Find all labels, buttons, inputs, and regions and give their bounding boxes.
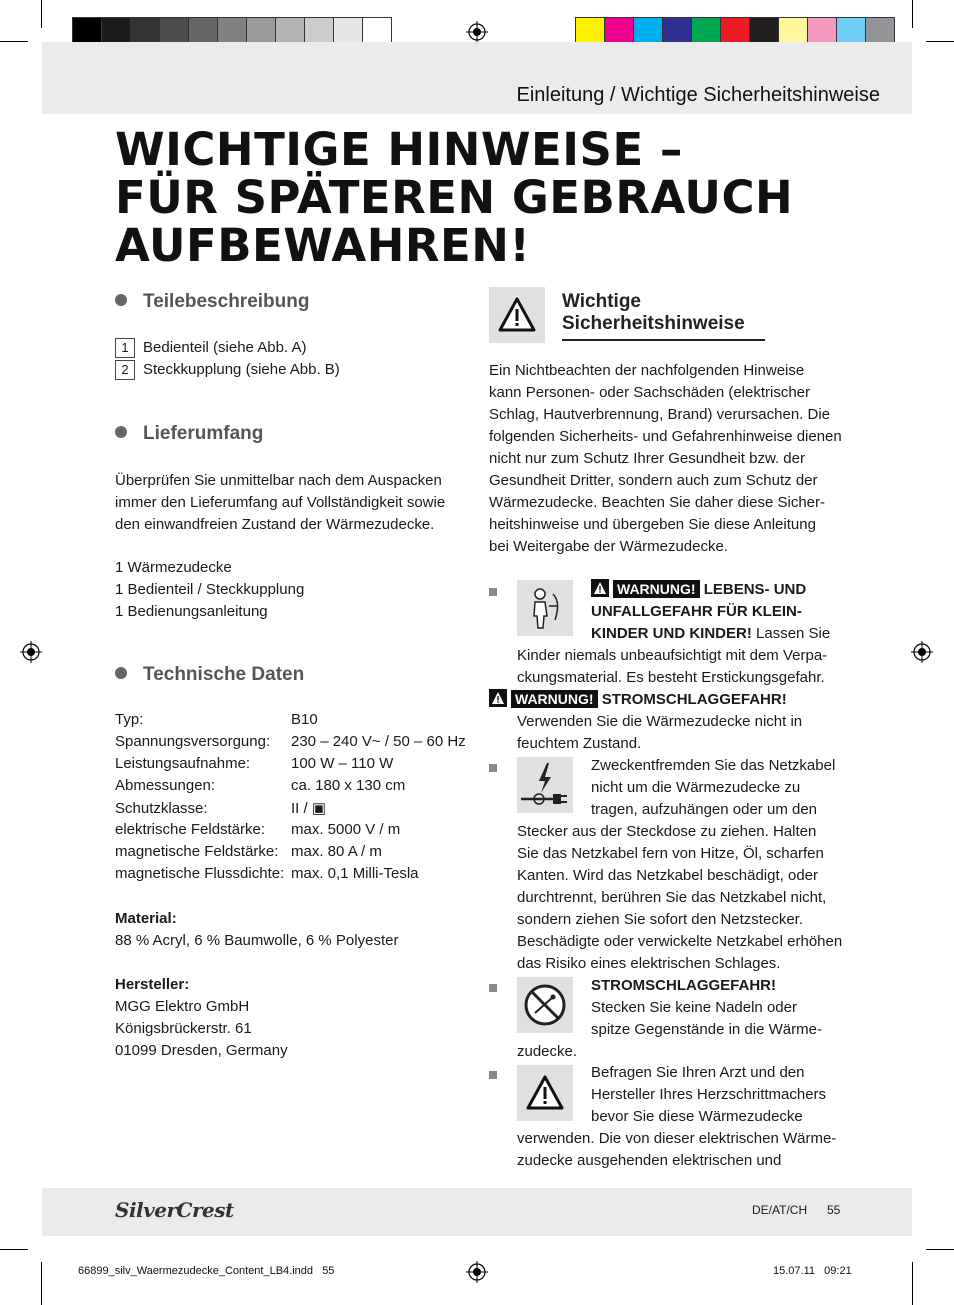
crop-mark xyxy=(926,1249,954,1250)
paragraph-line: Sie das Netzkabel fern von Hitze, Öl, scharfen xyxy=(517,845,824,862)
spec-row xyxy=(115,843,475,860)
delivery-item: 1 Bedienteil / Steckkupplung xyxy=(115,581,305,598)
title-line: AUFBEWAHREN! xyxy=(115,219,531,272)
slug-file: 66899_silv_Waermezudecke_Content_LB4.indd 55 xyxy=(78,1265,335,1277)
registration-mark-icon xyxy=(466,1261,488,1283)
paragraph-line: heitshinweise und übergeben Sie diese Anleitung xyxy=(489,516,816,533)
registration-mark-icon xyxy=(466,21,488,43)
material-label: Material: xyxy=(115,910,177,927)
warning-triangle-icon xyxy=(489,689,507,707)
manufacturer-line: MGG Elektro GmbH xyxy=(115,998,250,1015)
registration-mark-icon xyxy=(20,641,42,663)
spec-key: magnetische Flussdichte: xyxy=(115,865,285,882)
section-heading-sicherheitshinweise: Wichtige Sicherheitshinweise xyxy=(562,291,745,334)
spec-row xyxy=(115,799,475,817)
crop-mark xyxy=(41,1262,42,1305)
paragraph-line: durchtrennt, berühren Sie das Netzkabel nicht, xyxy=(517,889,827,906)
registration-mark-icon xyxy=(911,641,933,663)
paragraph-line: Befragen Sie Ihren Arzt und den xyxy=(591,1064,805,1081)
warning-line: feuchtem Zustand. xyxy=(517,735,642,752)
spec-key: magnetische Feldstärke: xyxy=(115,843,279,860)
crop-mark xyxy=(0,1249,28,1250)
slug-date: 15.07.11 09:21 xyxy=(773,1265,852,1277)
page-header-title: Einleitung / Wichtige Sicherheitshinweise xyxy=(516,84,880,106)
delivery-item: 1 Wärmezudecke xyxy=(115,559,232,576)
spec-key: Typ: xyxy=(115,711,144,728)
warning-line: KINDER UND KINDER! Lassen Sie xyxy=(591,625,831,642)
warning-line: ckungsmaterial. Es besteht Erstickungsgefahr. xyxy=(517,669,825,686)
paragraph-line: spitze Gegenstände in die Wärme- xyxy=(591,1021,822,1038)
spec-key: Schutzklasse: xyxy=(115,800,208,817)
paragraph-line: bei Weitergabe der Wärmezudecke. xyxy=(489,538,729,555)
spec-key: Abmessungen: xyxy=(115,777,216,794)
manufacturer-label: Hersteller: xyxy=(115,976,190,993)
bullet-square-icon xyxy=(489,764,497,772)
paragraph-line: immer den Lieferumfang auf Vollständigkeit sowie xyxy=(115,494,446,511)
spec-value: II / ▣ xyxy=(291,800,327,817)
paragraph-line: Beschädigte oder verwickelte Netzkabel erhöhen xyxy=(517,933,843,950)
paragraph-line: Stecker aus der Steckdose zu ziehen. Halten xyxy=(517,823,817,840)
crop-mark xyxy=(912,0,913,28)
paragraph-line: Kanten. Wird das Netzkabel beschädigt, oder xyxy=(517,867,819,884)
paragraph-line: zudecke. xyxy=(517,1043,578,1060)
part-label: Bedienteil (siehe Abb. A) xyxy=(143,339,307,356)
crop-mark xyxy=(912,1262,913,1305)
part-number: 1 xyxy=(115,338,135,358)
paragraph-line: nicht um die Wärmezudecke zu xyxy=(591,779,801,796)
spec-value: ca. 180 x 130 cm xyxy=(291,777,406,794)
paragraph-line: Überprüfen Sie unmittelbar nach dem Auspacken xyxy=(115,472,442,489)
paragraph-line: Gesundheit Dritter, sondern auch zum Schutz der xyxy=(489,472,818,489)
page-number: 55 xyxy=(827,1203,841,1217)
warning-line: WARNUNG! LEBENS- UND xyxy=(591,579,806,601)
spec-value: max. 5000 V / m xyxy=(291,821,401,838)
spec-value: 100 W – 110 W xyxy=(291,755,394,772)
section-heading-lieferumfang: Lieferumfang xyxy=(115,423,263,445)
crop-mark xyxy=(0,41,28,42)
paragraph-line: Wärmezudecke. Beachten Sie daher diese Sicher- xyxy=(489,494,826,511)
spec-row xyxy=(115,755,475,772)
parts-item xyxy=(115,338,306,358)
spec-value: max. 0,1 Milli-Tesla xyxy=(291,865,419,882)
warning-line: Verwenden Sie die Wärmezudecke nicht in xyxy=(517,713,803,730)
bullet-dot-icon xyxy=(115,426,127,438)
no-needles-icon xyxy=(517,977,573,1033)
paragraph-line: zudecke ausgehenden elektrischen und xyxy=(517,1152,782,1169)
warning-triangle-icon xyxy=(591,579,609,597)
crop-mark xyxy=(926,41,954,42)
spec-key: Leistungsaufnahme: xyxy=(115,755,251,772)
warning-triangle-icon xyxy=(489,287,545,343)
paragraph-line: nicht nur zum Schutz Ihrer Gesundheit bzw. der xyxy=(489,450,805,467)
section-heading-technische-daten: Technische Daten xyxy=(115,664,304,686)
manufacturer-line: 01099 Dresden, Germany xyxy=(115,1042,288,1059)
manufacturer-line: Königsbrückerstr. 61 xyxy=(115,1020,252,1037)
heading-underline xyxy=(562,339,765,341)
bullet-square-icon xyxy=(489,588,497,596)
spec-row xyxy=(115,711,475,728)
paragraph-line: kann Personen- oder Sachschäden (elektrischer xyxy=(489,384,811,401)
part-number: 2 xyxy=(115,360,135,380)
spec-key: elektrische Feldstärke: xyxy=(115,821,266,838)
spec-value: max. 80 A / m xyxy=(291,843,382,860)
paragraph-line: folgenden Sicherheits- und Gefahrenhinweise dienen xyxy=(489,428,842,445)
paragraph-line: Ein Nichtbeachten der nachfolgenden Hinweise xyxy=(489,362,805,379)
spec-row xyxy=(115,821,475,838)
footer-locale: DE/AT/CH xyxy=(752,1203,808,1217)
delivery-item: 1 Bedienungsanleitung xyxy=(115,603,268,620)
bullet-square-icon xyxy=(489,984,497,992)
paragraph-line: Zweckentfremden Sie das Netzkabel xyxy=(591,757,836,774)
warning-line: WARNUNG! STROMSCHLAGGEFAHR! xyxy=(489,689,787,711)
part-label: Steckkupplung (siehe Abb. B) xyxy=(143,361,340,378)
page-title xyxy=(115,123,875,272)
paragraph-line: tragen, aufzuhängen oder um den xyxy=(591,801,818,818)
section-heading-teilebeschreibung: Teilebeschreibung xyxy=(115,291,309,313)
child-warning-icon xyxy=(517,580,573,636)
spec-key: Spannungsversorgung: xyxy=(115,733,271,750)
material-value: 88 % Acryl, 6 % Baumwolle, 6 % Polyester xyxy=(115,932,399,949)
brand-logo: SilverCrest xyxy=(115,1198,234,1222)
cable-shock-icon xyxy=(517,757,573,813)
paragraph-line: bevor Sie diese Wärmezudecke xyxy=(591,1108,803,1125)
paragraph-line: Hersteller Ihres Herzschrittmachers xyxy=(591,1086,827,1103)
spec-value: B10 xyxy=(291,711,318,728)
spec-row xyxy=(115,865,475,882)
paragraph-line: Stecken Sie keine Nadeln oder xyxy=(591,999,797,1016)
spec-value: 230 – 240 V~ / 50 – 60 Hz xyxy=(291,733,466,750)
bullet-square-icon xyxy=(489,1071,497,1079)
title-line: FÜR SPÄTEREN GEBRAUCH xyxy=(115,171,794,224)
paragraph-line: verwenden. Die von dieser elektrischen Wärme- xyxy=(517,1130,837,1147)
parts-item xyxy=(115,360,340,380)
paragraph-line: Schlag, Hautverbrennung, Brand) verursachen. Die xyxy=(489,406,831,423)
warning-triangle-icon xyxy=(517,1065,573,1121)
paragraph-line: das Risiko eines elektrischen Schlages. xyxy=(517,955,781,972)
warning-line: Kinder niemals unbeaufsichtigt mit dem Verpa- xyxy=(517,647,828,664)
warning-line: UNFALLGEFAHR FÜR KLEIN- xyxy=(591,603,802,620)
warning-badge: WARNUNG! xyxy=(613,580,700,598)
warning-badge: WARNUNG! xyxy=(511,690,598,708)
title-line: WICHTIGE HINWEISE – xyxy=(115,123,683,176)
bullet-dot-icon xyxy=(115,667,127,679)
warning-line: STROMSCHLAGGEFAHR! xyxy=(591,977,776,994)
crop-mark xyxy=(41,0,42,28)
paragraph-line: den einwandfreien Zustand der Wärmezudecke. xyxy=(115,516,435,533)
spec-row xyxy=(115,733,475,750)
bullet-dot-icon xyxy=(115,294,127,306)
spec-row xyxy=(115,777,475,794)
paragraph-line: sondern ziehen Sie sofort den Netzstecker. xyxy=(517,911,803,928)
